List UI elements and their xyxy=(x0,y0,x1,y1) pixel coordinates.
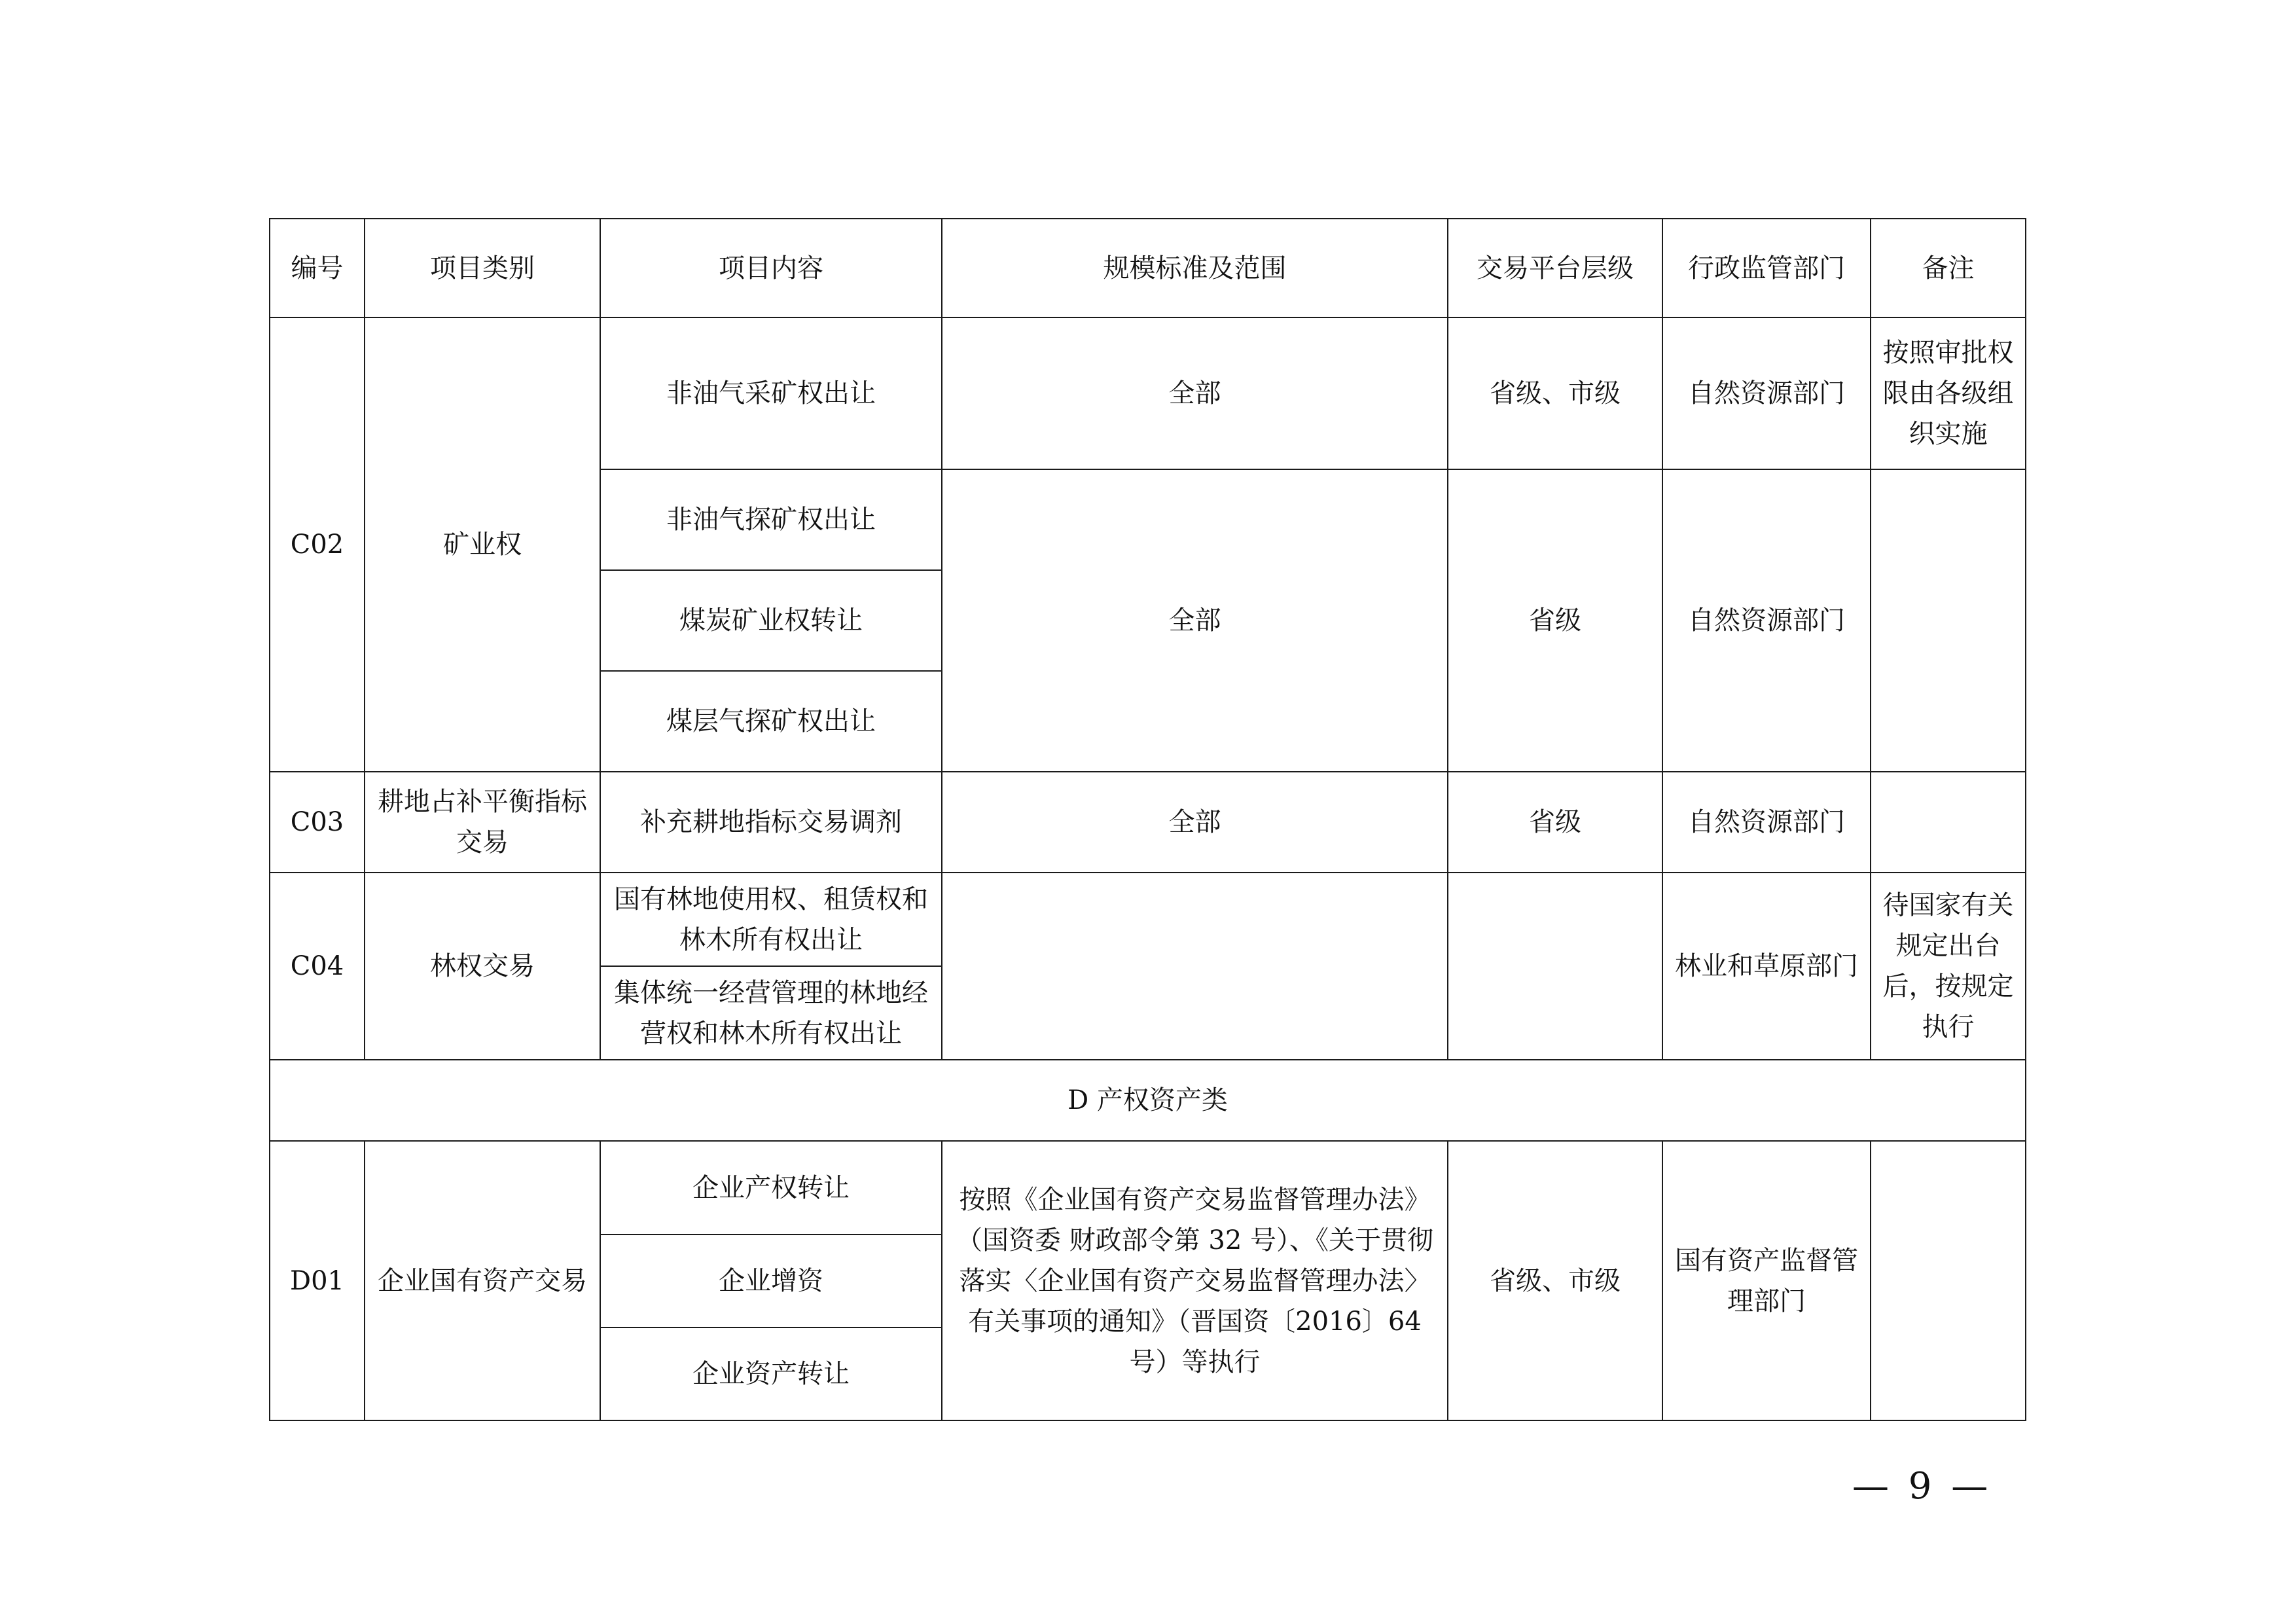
c04-category: 林权交易 xyxy=(365,873,600,1060)
c02-item-2: 非油气探矿权出让 xyxy=(600,469,942,570)
section-row xyxy=(270,1060,2026,1141)
c02-note-2 xyxy=(1871,469,2026,772)
header-platform: 交易平台层级 xyxy=(1448,219,1662,317)
d01-category: 企业国有资产交易 xyxy=(365,1141,600,1420)
c02-scope-1: 全部 xyxy=(942,317,1448,469)
d01-note xyxy=(1871,1141,2026,1420)
d01-platform: 省级、市级 xyxy=(1448,1141,1662,1420)
c04-note: 待国家有关规定出台后，按规定执行 xyxy=(1871,873,2026,1060)
d01-item-3: 企业资产转让 xyxy=(600,1327,942,1420)
c02-platform-2: 省级 xyxy=(1448,469,1662,772)
header-dept: 行政监管部门 xyxy=(1662,219,1871,317)
c04-item-1: 国有林地使用权、租赁权和林木所有权出让 xyxy=(600,873,942,966)
header-row xyxy=(270,219,2026,317)
c02-item-3: 煤炭矿业权转让 xyxy=(600,570,942,671)
c03-dept: 自然资源部门 xyxy=(1662,772,1871,873)
header-note: 备注 xyxy=(1871,219,2026,317)
c02-code: C02 xyxy=(270,317,365,772)
c03-item: 补充耕地指标交易调剂 xyxy=(600,772,942,873)
header-code: 编号 xyxy=(270,219,365,317)
c02-dept-1: 自然资源部门 xyxy=(1662,317,1871,469)
c02-dept-2: 自然资源部门 xyxy=(1662,469,1871,772)
c02-platform-1: 省级、市级 xyxy=(1448,317,1662,469)
c03-note xyxy=(1871,772,2026,873)
c02-item-4: 煤层气探矿权出让 xyxy=(600,671,942,772)
d01-dept: 国有资产监督管理部门 xyxy=(1662,1141,1871,1420)
table-row xyxy=(270,1141,2026,1235)
c02-item-1: 非油气采矿权出让 xyxy=(600,317,942,469)
c02-scope-2: 全部 xyxy=(942,469,1448,772)
header-content: 项目内容 xyxy=(600,219,942,317)
c03-category: 耕地占补平衡指标交易 xyxy=(365,772,600,873)
c02-note-1: 按照审批权限由各级组织实施 xyxy=(1871,317,2026,469)
d01-item-1: 企业产权转让 xyxy=(600,1141,942,1235)
d01-item-2: 企业增资 xyxy=(600,1235,942,1327)
table-row xyxy=(270,873,2026,966)
page-number: — 9 — xyxy=(1852,1465,1992,1507)
header-category: 项目类别 xyxy=(365,219,600,317)
project-table xyxy=(269,218,2026,1421)
c04-dept: 林业和草原部门 xyxy=(1662,873,1871,1060)
c02-category: 矿业权 xyxy=(365,317,600,772)
c04-scope xyxy=(942,873,1448,1060)
c04-code: C04 xyxy=(270,873,365,1060)
c04-platform xyxy=(1448,873,1662,1060)
section-d-title: D 产权资产类 xyxy=(270,1060,2026,1141)
c03-scope: 全部 xyxy=(942,772,1448,873)
d01-scope: 按照《企业国有资产交易监督管理办法》（国资委 财政部令第 32 号）、《关于贯彻落实〈企业国有资产交易监督管理办法〉有关事项的通知》（晋国资〔2016〕64 号）等执行 xyxy=(942,1141,1448,1420)
table-row xyxy=(270,317,2026,469)
c03-code: C03 xyxy=(270,772,365,873)
c03-platform: 省级 xyxy=(1448,772,1662,873)
table-row xyxy=(270,772,2026,873)
c04-item-2: 集体统一经营管理的林地经营权和林木所有权出让 xyxy=(600,966,942,1060)
d01-code: D01 xyxy=(270,1141,365,1420)
header-scope: 规模标准及范围 xyxy=(942,219,1448,317)
